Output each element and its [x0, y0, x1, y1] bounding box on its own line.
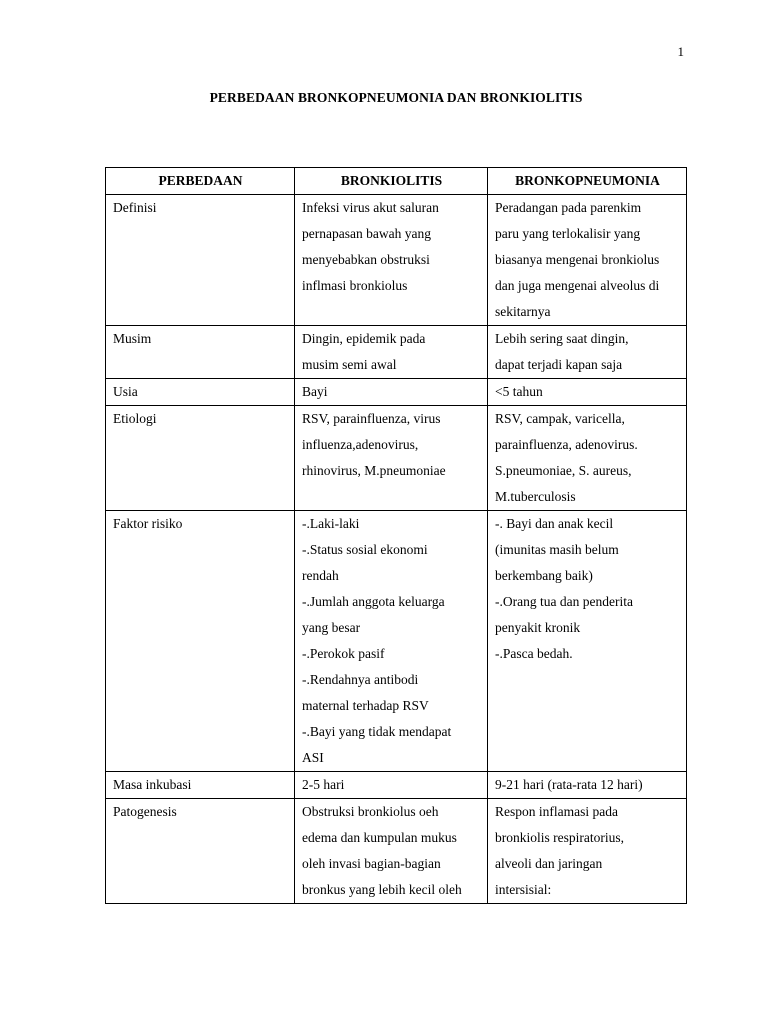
- bronkiolitis-text-line: Infeksi virus akut saluran: [302, 200, 439, 215]
- bronkopneumonia-text-line: -. Bayi dan anak kecil: [495, 516, 614, 531]
- bronkiolitis-text-line: rendah: [302, 568, 339, 583]
- bronkiolitis-text-line: yang besar: [302, 620, 361, 635]
- bronkopneumonia-text-line: dan juga mengenai alveolus di: [495, 278, 660, 293]
- bronkopneumonia-text-line: S.pneumoniae, S. aureus,: [495, 463, 632, 478]
- bronkopneumonia-text-line: alveoli dan jaringan: [495, 856, 603, 871]
- header-perbedaan: PERBEDAAN: [106, 168, 295, 195]
- row-label-cell: [106, 406, 295, 511]
- bronkiolitis-text-line: -.Perokok pasif: [302, 646, 385, 661]
- row-label-cell: [106, 772, 295, 799]
- bronkopneumonia-cell: [488, 379, 687, 406]
- bronkopneumonia-text-line: paru yang terlokalisir yang: [495, 226, 641, 241]
- header-bronkopneumonia: BRONKOPNEUMONIA: [488, 168, 687, 195]
- row-label-cell: [106, 379, 295, 406]
- bronkiolitis-text-line: oleh invasi bagian-bagian: [302, 856, 441, 871]
- row-label: Definisi: [113, 200, 157, 215]
- bronkiolitis-text-line: bronkus yang lebih kecil oleh: [302, 882, 462, 897]
- row-label: Usia: [113, 384, 138, 399]
- bronkiolitis-text-line: ASI: [302, 750, 324, 765]
- bronkopneumonia-text-line: <5 tahun: [495, 384, 543, 399]
- bronkiolitis-text-line: Obstruksi bronkiolus oeh: [302, 804, 439, 819]
- bronkiolitis-cell: [295, 379, 488, 406]
- bronkiolitis-text-line: Bayi: [302, 384, 328, 399]
- row-label: Masa inkubasi: [113, 777, 192, 792]
- bronkopneumonia-text-line: berkembang baik): [495, 568, 593, 583]
- table-header-row: [106, 168, 687, 195]
- row-label: Musim: [113, 331, 152, 346]
- bronkopneumonia-cell: [488, 326, 687, 379]
- bronkiolitis-cell: [295, 511, 488, 772]
- bronkiolitis-text-line: maternal terhadap RSV: [302, 698, 429, 713]
- bronkopneumonia-text-line: 9-21 hari (rata-rata 12 hari): [495, 777, 643, 792]
- table-row: [106, 772, 687, 799]
- row-label: Etiologi: [113, 411, 157, 426]
- bronkiolitis-text-line: 2-5 hari: [302, 777, 345, 792]
- page-number: 1: [677, 44, 684, 59]
- bronkopneumonia-text-line: parainfluenza, adenovirus.: [495, 437, 638, 452]
- bronkiolitis-text-line: -.Status sosial ekonomi: [302, 542, 428, 557]
- bronkopneumonia-text-line: (imunitas masih belum: [495, 542, 619, 557]
- comparison-table: [105, 167, 687, 904]
- table-row: [106, 195, 687, 326]
- document-title: PERBEDAAN BRONKOPNEUMONIA DAN BRONKIOLITIS: [209, 90, 583, 105]
- row-label-cell: [106, 195, 295, 326]
- bronkiolitis-text-line: Dingin, epidemik pada: [302, 331, 426, 346]
- bronkopneumonia-cell: [488, 406, 687, 511]
- bronkiolitis-cell: [295, 772, 488, 799]
- bronkiolitis-text-line: menyebabkan obstruksi: [302, 252, 430, 267]
- bronkopneumonia-text-line: RSV, campak, varicella,: [495, 411, 625, 426]
- bronkiolitis-text-line: musim semi awal: [302, 357, 397, 372]
- bronkopneumonia-text-line: intersisial:: [495, 882, 552, 897]
- table-row: [106, 406, 687, 511]
- row-label: Faktor risiko: [113, 516, 183, 531]
- bronkiolitis-text-line: pernapasan bawah yang: [302, 226, 431, 241]
- bronkiolitis-cell: [295, 195, 488, 326]
- bronkopneumonia-text-line: Respon inflamasi pada: [495, 804, 618, 819]
- row-label-cell: [106, 799, 295, 904]
- bronkopneumonia-text-line: biasanya mengenai bronkiolus: [495, 252, 660, 267]
- bronkopneumonia-text-line: bronkiolis respiratorius,: [495, 830, 624, 845]
- bronkopneumonia-text-line: -.Orang tua dan penderita: [495, 594, 633, 609]
- bronkiolitis-text-line: rhinovirus, M.pneumoniae: [302, 463, 446, 478]
- row-label-cell: [106, 326, 295, 379]
- bronkiolitis-text-line: -.Bayi yang tidak mendapat: [302, 724, 452, 739]
- table-row: [106, 379, 687, 406]
- bronkiolitis-text-line: inflmasi bronkiolus: [302, 278, 408, 293]
- bronkopneumonia-cell: [488, 511, 687, 772]
- bronkiolitis-cell: [295, 799, 488, 904]
- bronkopneumonia-text-line: Lebih sering saat dingin,: [495, 331, 629, 346]
- bronkiolitis-text-line: RSV, parainfluenza, virus: [302, 411, 441, 426]
- table-row: [106, 799, 687, 904]
- bronkiolitis-cell: [295, 406, 488, 511]
- bronkopneumonia-text-line: M.tuberculosis: [495, 489, 576, 504]
- row-label-cell: [106, 511, 295, 772]
- row-label: Patogenesis: [113, 804, 177, 819]
- bronkiolitis-text-line: edema dan kumpulan mukus: [302, 830, 457, 845]
- bronkiolitis-text-line: influenza,adenovirus,: [302, 437, 419, 452]
- bronkiolitis-cell: [295, 326, 488, 379]
- bronkopneumonia-cell: [488, 195, 687, 326]
- bronkopneumonia-text-line: -.Pasca bedah.: [495, 646, 573, 661]
- table-row: [106, 326, 687, 379]
- table-row: [106, 511, 687, 772]
- bronkopneumonia-text-line: dapat terjadi kapan saja: [495, 357, 623, 372]
- bronkiolitis-text-line: -.Laki-laki: [302, 516, 360, 531]
- header-bronkiolitis: BRONKIOLITIS: [295, 168, 488, 195]
- bronkiolitis-text-line: -.Jumlah anggota keluarga: [302, 594, 445, 609]
- bronkopneumonia-text-line: sekitarnya: [495, 304, 551, 319]
- bronkopneumonia-cell: [488, 772, 687, 799]
- bronkopneumonia-cell: [488, 799, 687, 904]
- bronkopneumonia-text-line: Peradangan pada parenkim: [495, 200, 642, 215]
- bronkiolitis-text-line: -.Rendahnya antibodi: [302, 672, 419, 687]
- table-body: [106, 195, 687, 904]
- bronkopneumonia-text-line: penyakit kronik: [495, 620, 581, 635]
